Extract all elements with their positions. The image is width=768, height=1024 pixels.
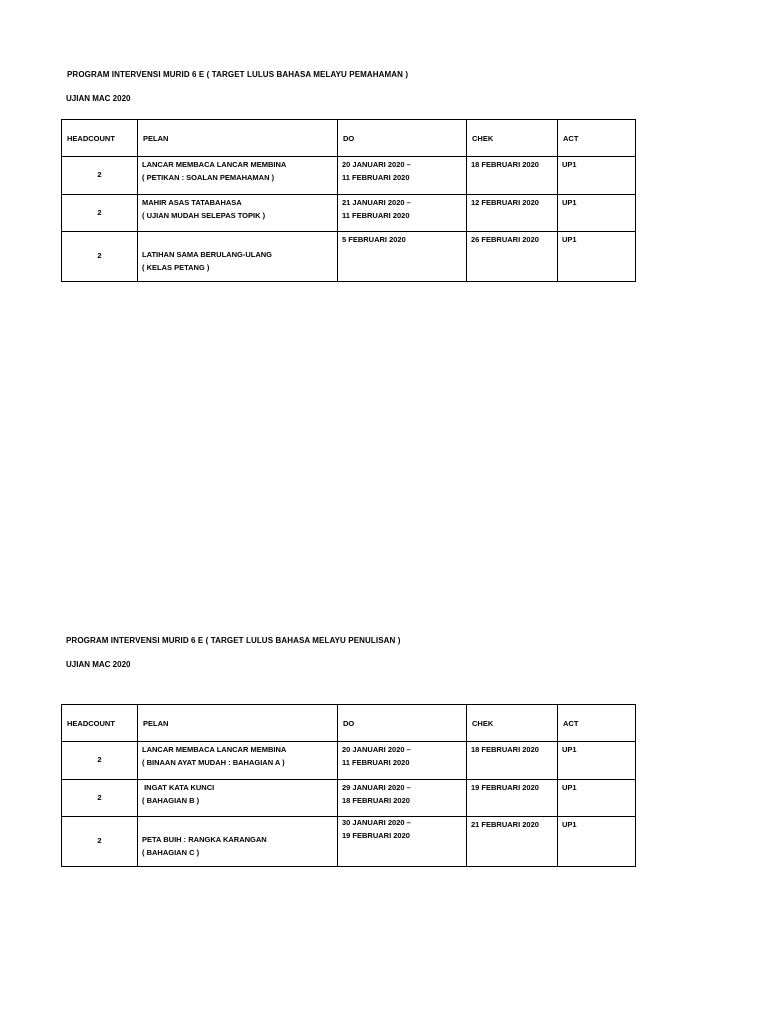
act-cell: UP1	[558, 195, 636, 232]
table-row	[62, 157, 636, 195]
do-cell	[338, 780, 467, 817]
chek-cell: 18 FEBRUARI 2020	[467, 157, 558, 195]
pelan-line: ( BINAAN AYAT MUDAH : BAHAGIAN A )	[142, 757, 285, 767]
header-pelan: PELAN	[138, 120, 338, 157]
headcount-cell: 2	[62, 157, 138, 195]
do-cell	[338, 232, 467, 282]
header-act: ACT	[558, 120, 636, 157]
pelan-cell	[138, 157, 338, 195]
pelan-line: ( UJIAN MUDAH SELEPAS TOPIK )	[142, 210, 266, 220]
header-chek: CHEK	[467, 705, 558, 742]
chek-cell: 18 FEBRUARI 2020	[467, 742, 558, 780]
pelan-line: ( PETIKAN : SOALAN PEMAHAMAN )	[142, 172, 275, 182]
pelan-line: INGAT KATA KUNCI	[142, 783, 215, 792]
chek-cell: 12 FEBRUARI 2020	[467, 195, 558, 232]
intervention-table	[61, 119, 636, 282]
act-cell: UP1	[558, 232, 636, 282]
do-line: 20 JANUARI 2020 –	[342, 745, 411, 754]
do-cell	[338, 157, 467, 195]
do-line: 11 FEBRUARI 2020	[342, 210, 410, 220]
chek-cell: 21 FEBRUARI 2020	[467, 817, 558, 867]
table-row	[62, 742, 636, 780]
pelan-cell	[138, 232, 338, 282]
act-cell: UP1	[558, 157, 636, 195]
pelan-line: LATIHAN SAMA BERULANG-ULANG	[142, 250, 272, 259]
pelan-line: LANCAR MEMBACA LANCAR MEMBINA	[142, 745, 287, 754]
header-headcount: HEADCOUNT	[62, 705, 138, 742]
section-title: PROGRAM INTERVENSI MURID 6 E ( TARGET LULUS BAHASA MELAYU PENULISAN )	[66, 636, 401, 645]
exam-label: UJIAN MAC 2020	[66, 660, 131, 669]
headcount-cell: 2	[62, 232, 138, 282]
pelan-line: ( BAHAGIAN C )	[142, 847, 200, 857]
header-chek: CHEK	[467, 120, 558, 157]
act-cell: UP1	[558, 817, 636, 867]
pelan-cell	[138, 195, 338, 232]
act-cell: UP1	[558, 780, 636, 817]
do-line: 11 FEBRUARI 2020	[342, 757, 410, 767]
table-header-row	[62, 705, 636, 742]
headcount-cell: 2	[62, 195, 138, 232]
header-pelan: PELAN	[138, 705, 338, 742]
header-headcount: HEADCOUNT	[62, 120, 138, 157]
pelan-cell	[138, 780, 338, 817]
do-line: 11 FEBRUARI 2020	[342, 172, 410, 182]
do-line: 30 JANUARI 2020 –	[342, 818, 411, 827]
header-do: DO	[338, 705, 467, 742]
do-line: 5 FEBRUARI 2020	[342, 235, 406, 244]
pelan-line: MAHIR ASAS TATABAHASA	[142, 198, 242, 207]
table-row	[62, 232, 636, 282]
do-line: 20 JANUARI 2020 –	[342, 160, 411, 169]
pelan-line: ( KELAS PETANG )	[142, 262, 210, 272]
do-line: 21 JANUARI 2020 –	[342, 198, 411, 207]
pelan-line: PETA BUIH : RANGKA KARANGAN	[142, 835, 267, 844]
table-row	[62, 817, 636, 867]
table-row	[62, 780, 636, 817]
headcount-cell: 2	[62, 780, 138, 817]
table-row	[62, 195, 636, 232]
exam-label: UJIAN MAC 2020	[66, 94, 131, 103]
table-header-row	[62, 120, 636, 157]
headcount-cell: 2	[62, 742, 138, 780]
do-line: 18 FEBRUARI 2020	[342, 795, 410, 805]
headcount-cell: 2	[62, 817, 138, 867]
section-title: PROGRAM INTERVENSI MURID 6 E ( TARGET LULUS BAHASA MELAYU PEMAHAMAN )	[67, 70, 409, 79]
pelan-line: ( BAHAGIAN B )	[142, 795, 200, 805]
header-act: ACT	[558, 705, 636, 742]
act-cell: UP1	[558, 742, 636, 780]
do-line: 19 FEBRUARI 2020	[342, 830, 410, 840]
do-cell	[338, 817, 467, 867]
chek-cell: 26 FEBRUARI 2020	[467, 232, 558, 282]
do-cell	[338, 742, 467, 780]
pelan-cell	[138, 817, 338, 867]
header-do: DO	[338, 120, 467, 157]
do-cell	[338, 195, 467, 232]
pelan-line: LANCAR MEMBACA LANCAR MEMBINA	[142, 160, 287, 169]
intervention-table	[61, 704, 636, 867]
do-line: 29 JANUARI 2020 –	[342, 783, 411, 792]
chek-cell: 19 FEBRUARI 2020	[467, 780, 558, 817]
pelan-cell	[138, 742, 338, 780]
